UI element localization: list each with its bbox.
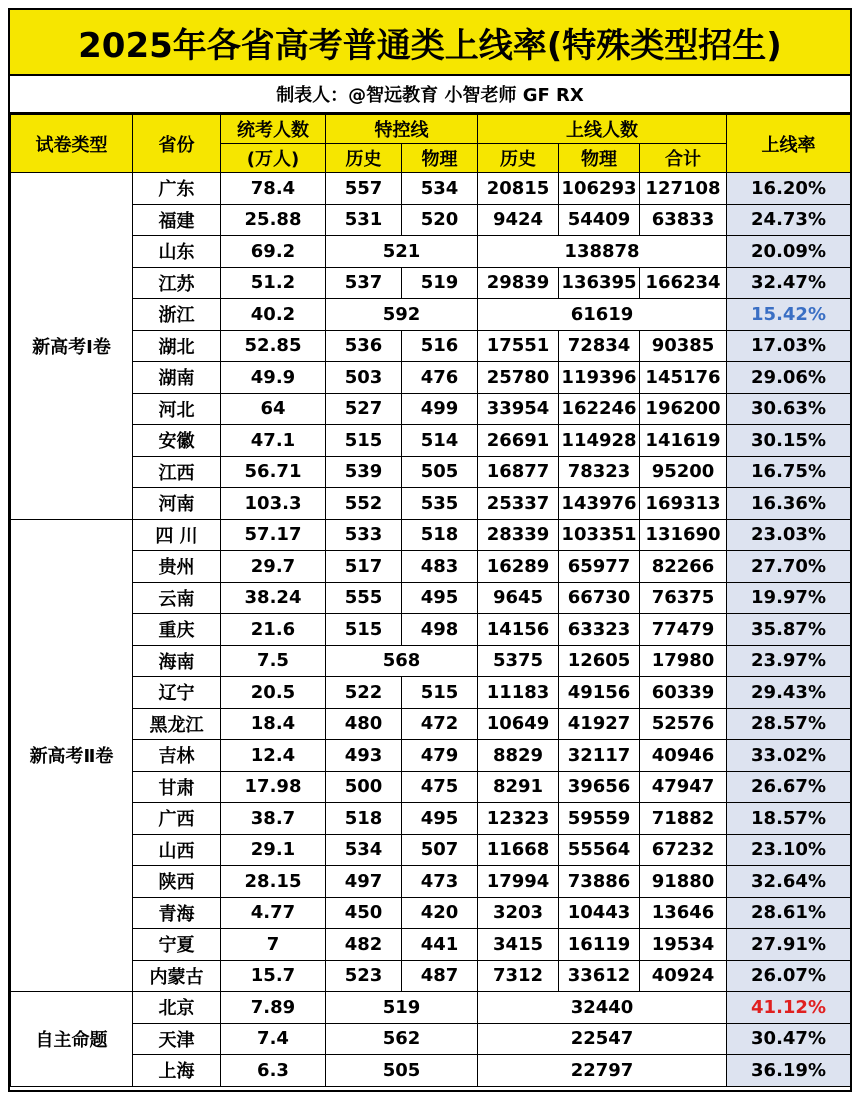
table-row [11, 393, 851, 425]
admitted-total-cell: 47947 [640, 771, 727, 803]
table-row [11, 173, 851, 205]
cutoff-physics-cell: 495 [402, 803, 478, 835]
table-row [11, 1023, 851, 1055]
examinees-cell: 52.85 [221, 330, 326, 362]
rate-cell: 16.20% [727, 173, 851, 205]
admitted-physics-cell: 54409 [559, 204, 640, 236]
province-cell: 四 川 [133, 519, 221, 551]
admitted-physics-cell: 63323 [559, 614, 640, 646]
admitted-history-cell: 16289 [478, 551, 559, 583]
table-row [11, 362, 851, 394]
header-admitted-total: 合计 [640, 144, 727, 173]
province-cell: 河北 [133, 393, 221, 425]
rate-cell: 23.10% [727, 834, 851, 866]
cutoff-physics-cell: 487 [402, 960, 478, 992]
header-cutoff: 特控线 [326, 115, 478, 144]
rate-cell: 29.43% [727, 677, 851, 709]
rate-cell: 16.36% [727, 488, 851, 520]
province-cell: 浙江 [133, 299, 221, 331]
rate-cell: 28.57% [727, 708, 851, 740]
rate-cell: 20.09% [727, 236, 851, 268]
cutoff-history-cell: 523 [326, 960, 402, 992]
table-row [11, 645, 851, 677]
table-row [11, 582, 851, 614]
cutoff-physics-cell: 495 [402, 582, 478, 614]
cutoff-history-cell: 518 [326, 803, 402, 835]
admitted-total-cell: 40946 [640, 740, 727, 772]
examinees-cell: 21.6 [221, 614, 326, 646]
cutoff-history-cell: 497 [326, 866, 402, 898]
rate-cell: 29.06% [727, 362, 851, 394]
admitted-history-cell: 7312 [478, 960, 559, 992]
examinees-cell: 6.3 [221, 1055, 326, 1087]
cutoff-history-cell: 527 [326, 393, 402, 425]
table-row [11, 708, 851, 740]
admitted-physics-cell: 59559 [559, 803, 640, 835]
table-row [11, 267, 851, 299]
data-table [10, 114, 851, 1087]
province-cell: 湖南 [133, 362, 221, 394]
cutoff-history-cell: 536 [326, 330, 402, 362]
rate-cell: 27.91% [727, 929, 851, 961]
province-cell: 江苏 [133, 267, 221, 299]
admitted-total-cell: 19534 [640, 929, 727, 961]
admitted-total-cell: 169313 [640, 488, 727, 520]
rate-cell: 32.64% [727, 866, 851, 898]
cutoff-physics-cell: 505 [402, 456, 478, 488]
header-cutoff-history: 历史 [326, 144, 402, 173]
cutoff-physics-cell: 518 [402, 519, 478, 551]
examinees-cell: 25.88 [221, 204, 326, 236]
admitted-history-cell: 16877 [478, 456, 559, 488]
table-row [11, 425, 851, 457]
cutoff-physics-cell: 479 [402, 740, 478, 772]
admitted-total-cell: 90385 [640, 330, 727, 362]
admitted-total-cell: 40924 [640, 960, 727, 992]
admitted-physics-cell: 49156 [559, 677, 640, 709]
admitted-total-cell: 196200 [640, 393, 727, 425]
table-row [11, 866, 851, 898]
rate-cell: 17.03% [727, 330, 851, 362]
province-cell: 云南 [133, 582, 221, 614]
admitted-total-cell: 91880 [640, 866, 727, 898]
examinees-cell: 64 [221, 393, 326, 425]
examinees-cell: 7.4 [221, 1023, 326, 1055]
province-cell: 甘肃 [133, 771, 221, 803]
province-cell: 吉林 [133, 740, 221, 772]
examinees-cell: 69.2 [221, 236, 326, 268]
page [8, 8, 852, 1092]
province-cell: 青海 [133, 897, 221, 929]
exam-type-group: 新高考Ⅱ卷 [11, 519, 133, 992]
admitted-history-cell: 10649 [478, 708, 559, 740]
rate-cell: 27.70% [727, 551, 851, 583]
cutoff-physics-cell: 441 [402, 929, 478, 961]
rate-cell: 35.87% [727, 614, 851, 646]
province-cell: 福建 [133, 204, 221, 236]
table-row [11, 960, 851, 992]
cutoff-merged-cell: 592 [326, 299, 478, 331]
cutoff-history-cell: 517 [326, 551, 402, 583]
cutoff-physics-cell: 498 [402, 614, 478, 646]
rate-cell: 23.97% [727, 645, 851, 677]
province-cell: 天津 [133, 1023, 221, 1055]
examinees-cell: 29.7 [221, 551, 326, 583]
admitted-history-cell: 3203 [478, 897, 559, 929]
table-row [11, 299, 851, 331]
rate-cell: 26.07% [727, 960, 851, 992]
cutoff-physics-cell: 534 [402, 173, 478, 205]
examinees-cell: 47.1 [221, 425, 326, 457]
cutoff-history-cell: 552 [326, 488, 402, 520]
admitted-history-cell: 8291 [478, 771, 559, 803]
admitted-history-cell: 9424 [478, 204, 559, 236]
admitted-physics-cell: 103351 [559, 519, 640, 551]
cutoff-physics-cell: 514 [402, 425, 478, 457]
table-body [11, 173, 851, 1087]
admitted-total-cell: 63833 [640, 204, 727, 236]
admitted-physics-cell: 33612 [559, 960, 640, 992]
admitted-physics-cell: 10443 [559, 897, 640, 929]
admitted-physics-cell: 106293 [559, 173, 640, 205]
admitted-history-cell: 8829 [478, 740, 559, 772]
header-rate: 上线率 [727, 115, 851, 173]
province-cell: 贵州 [133, 551, 221, 583]
admitted-total-cell: 82266 [640, 551, 727, 583]
admitted-merged-cell: 22797 [478, 1055, 727, 1087]
rate-cell: 33.02% [727, 740, 851, 772]
cutoff-merged-cell: 505 [326, 1055, 478, 1087]
province-cell: 内蒙古 [133, 960, 221, 992]
admitted-physics-cell: 66730 [559, 582, 640, 614]
table-row [11, 204, 851, 236]
cutoff-history-cell: 503 [326, 362, 402, 394]
cutoff-history-cell: 500 [326, 771, 402, 803]
header-admitted: 上线人数 [478, 115, 727, 144]
examinees-cell: 12.4 [221, 740, 326, 772]
author-line: 制表人：@智远教育 小智老师 GF RX [10, 76, 850, 114]
cutoff-physics-cell: 507 [402, 834, 478, 866]
admitted-total-cell: 60339 [640, 677, 727, 709]
admitted-physics-cell: 41927 [559, 708, 640, 740]
examinees-cell: 7.89 [221, 992, 326, 1024]
admitted-history-cell: 14156 [478, 614, 559, 646]
examinees-cell: 7 [221, 929, 326, 961]
admitted-physics-cell: 114928 [559, 425, 640, 457]
province-cell: 广西 [133, 803, 221, 835]
rate-cell: 30.63% [727, 393, 851, 425]
admitted-merged-cell: 138878 [478, 236, 727, 268]
admitted-total-cell: 145176 [640, 362, 727, 394]
admitted-history-cell: 26691 [478, 425, 559, 457]
table-row [11, 929, 851, 961]
cutoff-history-cell: 533 [326, 519, 402, 551]
header-exam-type: 试卷类型 [11, 115, 133, 173]
cutoff-history-cell: 515 [326, 425, 402, 457]
admitted-history-cell: 3415 [478, 929, 559, 961]
admitted-merged-cell: 61619 [478, 299, 727, 331]
examinees-cell: 7.5 [221, 645, 326, 677]
cutoff-history-cell: 450 [326, 897, 402, 929]
cutoff-merged-cell: 568 [326, 645, 478, 677]
cutoff-physics-cell: 499 [402, 393, 478, 425]
cutoff-merged-cell: 521 [326, 236, 478, 268]
admitted-history-cell: 17994 [478, 866, 559, 898]
admitted-history-cell: 12323 [478, 803, 559, 835]
rate-cell: 18.57% [727, 803, 851, 835]
table-row [11, 834, 851, 866]
admitted-total-cell: 95200 [640, 456, 727, 488]
admitted-total-cell: 77479 [640, 614, 727, 646]
admitted-physics-cell: 32117 [559, 740, 640, 772]
table-row [11, 771, 851, 803]
province-cell: 上海 [133, 1055, 221, 1087]
admitted-total-cell: 17980 [640, 645, 727, 677]
table-row [11, 614, 851, 646]
admitted-physics-cell: 162246 [559, 393, 640, 425]
examinees-cell: 15.7 [221, 960, 326, 992]
province-cell: 辽宁 [133, 677, 221, 709]
table-row [11, 740, 851, 772]
examinees-cell: 51.2 [221, 267, 326, 299]
cutoff-history-cell: 482 [326, 929, 402, 961]
cutoff-merged-cell: 519 [326, 992, 478, 1024]
admitted-history-cell: 25780 [478, 362, 559, 394]
examinees-cell: 18.4 [221, 708, 326, 740]
admitted-total-cell: 131690 [640, 519, 727, 551]
cutoff-history-cell: 557 [326, 173, 402, 205]
cutoff-physics-cell: 483 [402, 551, 478, 583]
admitted-physics-cell: 16119 [559, 929, 640, 961]
examinees-cell: 103.3 [221, 488, 326, 520]
admitted-history-cell: 17551 [478, 330, 559, 362]
cutoff-history-cell: 531 [326, 204, 402, 236]
admitted-history-cell: 11183 [478, 677, 559, 709]
rate-cell: 36.19% [727, 1055, 851, 1087]
admitted-physics-cell: 73886 [559, 866, 640, 898]
admitted-physics-cell: 12605 [559, 645, 640, 677]
admitted-history-cell: 20815 [478, 173, 559, 205]
header-cutoff-physics: 物理 [402, 144, 478, 173]
examinees-cell: 17.98 [221, 771, 326, 803]
province-cell: 湖北 [133, 330, 221, 362]
examinees-cell: 38.7 [221, 803, 326, 835]
table-row [11, 456, 851, 488]
cutoff-merged-cell: 562 [326, 1023, 478, 1055]
province-cell: 北京 [133, 992, 221, 1024]
rate-cell: 16.75% [727, 456, 851, 488]
admitted-total-cell: 76375 [640, 582, 727, 614]
admitted-history-cell: 28339 [478, 519, 559, 551]
province-cell: 江西 [133, 456, 221, 488]
cutoff-history-cell: 539 [326, 456, 402, 488]
examinees-cell: 38.24 [221, 582, 326, 614]
admitted-physics-cell: 39656 [559, 771, 640, 803]
admitted-physics-cell: 65977 [559, 551, 640, 583]
province-cell: 广东 [133, 173, 221, 205]
admitted-physics-cell: 72834 [559, 330, 640, 362]
rate-cell: 26.67% [727, 771, 851, 803]
rate-cell: 41.12% [727, 992, 851, 1024]
examinees-cell: 29.1 [221, 834, 326, 866]
cutoff-history-cell: 480 [326, 708, 402, 740]
page-title: 2025年各省高考普通类上线率(特殊类型招生) [10, 10, 850, 76]
table-row [11, 803, 851, 835]
cutoff-physics-cell: 472 [402, 708, 478, 740]
exam-type-group: 自主命题 [11, 992, 133, 1087]
cutoff-physics-cell: 475 [402, 771, 478, 803]
rate-cell: 15.42% [727, 299, 851, 331]
admitted-total-cell: 52576 [640, 708, 727, 740]
admitted-merged-cell: 32440 [478, 992, 727, 1024]
examinees-cell: 78.4 [221, 173, 326, 205]
header-province: 省份 [133, 115, 221, 173]
admitted-physics-cell: 143976 [559, 488, 640, 520]
table-row [11, 488, 851, 520]
table-row [11, 551, 851, 583]
table-row [11, 677, 851, 709]
province-cell: 山西 [133, 834, 221, 866]
examinees-cell: 57.17 [221, 519, 326, 551]
header-admitted-history: 历史 [478, 144, 559, 173]
province-cell: 黑龙江 [133, 708, 221, 740]
rate-cell: 32.47% [727, 267, 851, 299]
header-admitted-physics: 物理 [559, 144, 640, 173]
admitted-total-cell: 13646 [640, 897, 727, 929]
admitted-total-cell: 67232 [640, 834, 727, 866]
rate-cell: 30.47% [727, 1023, 851, 1055]
admitted-history-cell: 11668 [478, 834, 559, 866]
rate-cell: 19.97% [727, 582, 851, 614]
header-examinees: 统考人数 [221, 115, 326, 144]
province-cell: 安徽 [133, 425, 221, 457]
admitted-physics-cell: 55564 [559, 834, 640, 866]
admitted-total-cell: 141619 [640, 425, 727, 457]
cutoff-physics-cell: 476 [402, 362, 478, 394]
province-cell: 陕西 [133, 866, 221, 898]
table-row [11, 330, 851, 362]
examinees-cell: 49.9 [221, 362, 326, 394]
admitted-merged-cell: 22547 [478, 1023, 727, 1055]
province-cell: 山东 [133, 236, 221, 268]
admitted-history-cell: 9645 [478, 582, 559, 614]
table-row [11, 236, 851, 268]
admitted-physics-cell: 136395 [559, 267, 640, 299]
admitted-total-cell: 166234 [640, 267, 727, 299]
admitted-history-cell: 29839 [478, 267, 559, 299]
cutoff-physics-cell: 515 [402, 677, 478, 709]
admitted-physics-cell: 78323 [559, 456, 640, 488]
exam-type-group: 新高考Ⅰ卷 [11, 173, 133, 520]
admitted-history-cell: 25337 [478, 488, 559, 520]
province-cell: 河南 [133, 488, 221, 520]
admitted-total-cell: 71882 [640, 803, 727, 835]
cutoff-history-cell: 522 [326, 677, 402, 709]
province-cell: 重庆 [133, 614, 221, 646]
table-row [11, 1055, 851, 1087]
rate-cell: 30.15% [727, 425, 851, 457]
rate-cell: 28.61% [727, 897, 851, 929]
province-cell: 宁夏 [133, 929, 221, 961]
examinees-cell: 56.71 [221, 456, 326, 488]
rate-cell: 23.03% [727, 519, 851, 551]
cutoff-history-cell: 493 [326, 740, 402, 772]
rate-cell: 24.73% [727, 204, 851, 236]
admitted-history-cell: 5375 [478, 645, 559, 677]
examinees-cell: 4.77 [221, 897, 326, 929]
cutoff-physics-cell: 473 [402, 866, 478, 898]
table-row [11, 897, 851, 929]
examinees-cell: 28.15 [221, 866, 326, 898]
cutoff-history-cell: 555 [326, 582, 402, 614]
province-cell: 海南 [133, 645, 221, 677]
header-examinees-unit: (万人) [221, 144, 326, 173]
cutoff-physics-cell: 520 [402, 204, 478, 236]
table-row [11, 992, 851, 1024]
admitted-total-cell: 127108 [640, 173, 727, 205]
examinees-cell: 40.2 [221, 299, 326, 331]
cutoff-physics-cell: 519 [402, 267, 478, 299]
cutoff-history-cell: 534 [326, 834, 402, 866]
admitted-history-cell: 33954 [478, 393, 559, 425]
cutoff-history-cell: 515 [326, 614, 402, 646]
cutoff-physics-cell: 516 [402, 330, 478, 362]
table-row [11, 519, 851, 551]
cutoff-physics-cell: 420 [402, 897, 478, 929]
cutoff-history-cell: 537 [326, 267, 402, 299]
admitted-physics-cell: 119396 [559, 362, 640, 394]
cutoff-physics-cell: 535 [402, 488, 478, 520]
examinees-cell: 20.5 [221, 677, 326, 709]
